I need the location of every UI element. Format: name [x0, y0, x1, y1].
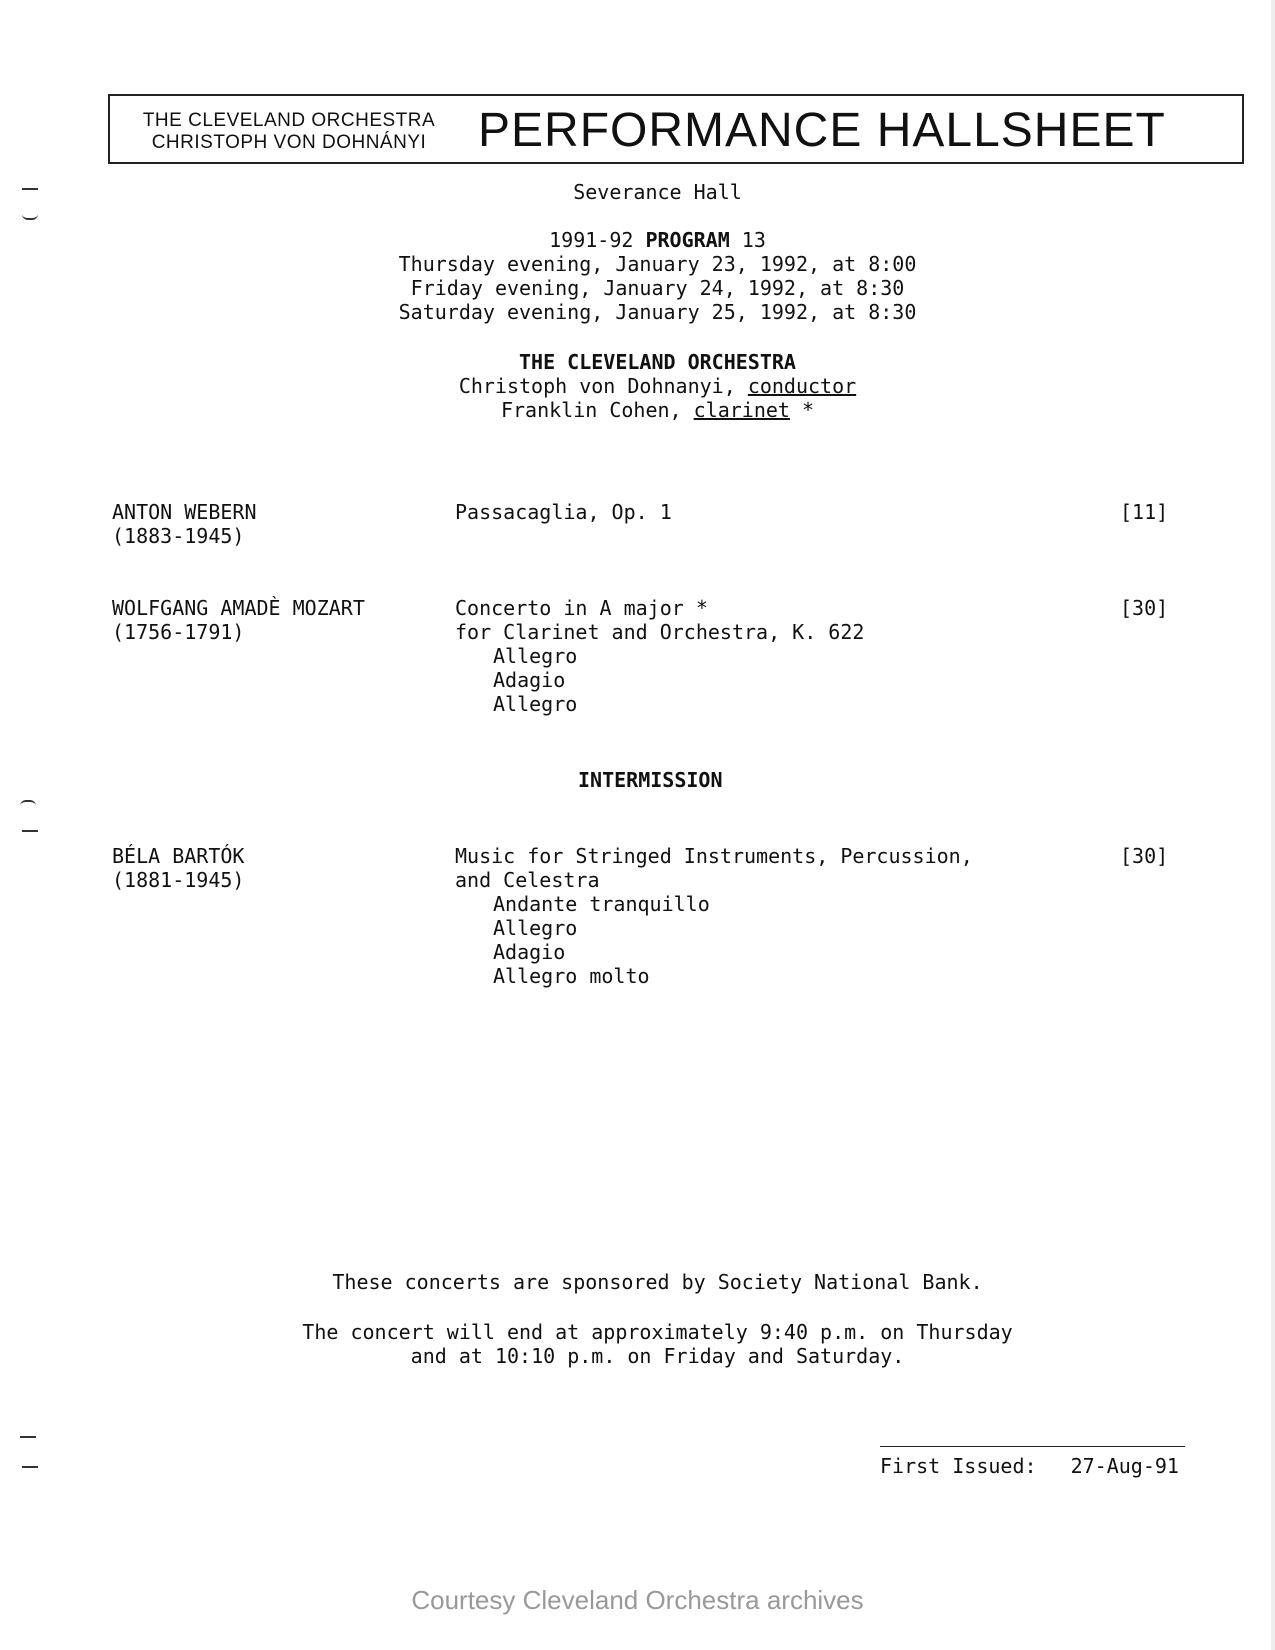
soloist-line	[0, 398, 1275, 422]
work-title	[455, 596, 1055, 716]
venue: Severance Hall	[573, 180, 742, 204]
scan-mark	[22, 1466, 38, 1468]
work-duration: [30]	[1120, 844, 1169, 868]
header-box	[108, 94, 1244, 164]
movement: Adagio	[493, 668, 566, 692]
movement: Allegro	[493, 916, 578, 940]
composer-name: BÉLA BARTÓK	[112, 844, 245, 868]
orchestra-credit	[124, 110, 454, 154]
composer	[112, 844, 432, 892]
conductor-name: Christoph von Dohnanyi,	[458, 374, 736, 398]
sponsor-note: These concerts are sponsored by Society National Bank.	[332, 1270, 983, 1294]
composer-years: (1883-1945)	[112, 524, 245, 548]
intermission: INTERMISSION	[578, 768, 723, 792]
program-block	[0, 228, 1275, 324]
scan-edge	[1271, 0, 1275, 1650]
movement: Andante tranquillo	[493, 892, 710, 916]
orchestra-heading: THE CLEVELAND ORCHESTRA	[519, 350, 796, 374]
issued-label: First Issued:	[880, 1454, 1037, 1478]
movement: Adagio	[493, 940, 566, 964]
program-date: Saturday evening, January 25, 1992, at 8:30	[398, 300, 917, 324]
composer-name: WOLFGANG AMADÈ MOZART	[112, 596, 365, 620]
program-label: PROGRAM	[645, 228, 730, 252]
composer-years: (1756-1791)	[112, 620, 245, 644]
page-title: PERFORMANCE HALLSHEET	[478, 104, 1166, 157]
issued-stamp	[880, 1454, 1179, 1478]
program-heading	[0, 228, 1275, 252]
music-director-name: CHRISTOPH VON DOHNÁNYI	[151, 132, 427, 153]
courtesy-credit: Courtesy Cleveland Orchestra archives	[411, 1585, 864, 1615]
program-season: 1991-92	[549, 228, 634, 252]
work-title-line: Music for Stringed Instruments, Percussion,	[455, 844, 973, 868]
scan-mark	[22, 214, 38, 220]
scan-mark	[22, 188, 38, 190]
soloist-mark: *	[802, 398, 815, 422]
composer-name: ANTON WEBERN	[112, 500, 257, 524]
work-title	[455, 844, 1055, 988]
work-title-line: Concerto in A major *	[455, 596, 708, 620]
movement: Allegro	[493, 644, 578, 668]
end-time-note	[0, 1320, 1275, 1368]
movement: Allegro	[493, 692, 578, 716]
end-time-line: and at 10:10 p.m. on Friday and Saturday.	[410, 1344, 905, 1368]
issued-divider	[880, 1446, 1185, 1447]
work-title	[455, 500, 1055, 524]
orchestra-name: THE CLEVELAND ORCHESTRA	[142, 110, 436, 131]
composer	[112, 500, 432, 548]
movement: Allegro molto	[493, 964, 650, 988]
program-date: Friday evening, January 24, 1992, at 8:30	[410, 276, 905, 300]
soloist-name: Franklin Cohen,	[500, 398, 682, 422]
issued-date: 27-Aug-91	[1070, 1454, 1179, 1478]
performers-block	[0, 350, 1275, 422]
work-title-line: and Celestra	[455, 868, 600, 892]
composer	[112, 596, 432, 644]
work-title-line: Passacaglia, Op. 1	[455, 500, 672, 524]
conductor-role: conductor	[747, 374, 857, 398]
program-number: 13	[741, 228, 766, 252]
work-title-line: for Clarinet and Orchestra, K. 622	[455, 620, 865, 644]
scan-mark	[20, 1436, 36, 1438]
scan-mark	[22, 830, 38, 832]
program-date: Thursday evening, January 23, 1992, at 8:00	[398, 252, 917, 276]
work-duration: [11]	[1120, 500, 1169, 524]
scan-mark	[20, 800, 36, 806]
conductor-line	[0, 374, 1275, 398]
end-time-line: The concert will end at approximately 9:40 p.m. on Thursday	[302, 1320, 1013, 1344]
work-duration: [30]	[1120, 596, 1169, 620]
composer-years: (1881-1945)	[112, 868, 245, 892]
soloist-role: clarinet	[693, 398, 790, 422]
